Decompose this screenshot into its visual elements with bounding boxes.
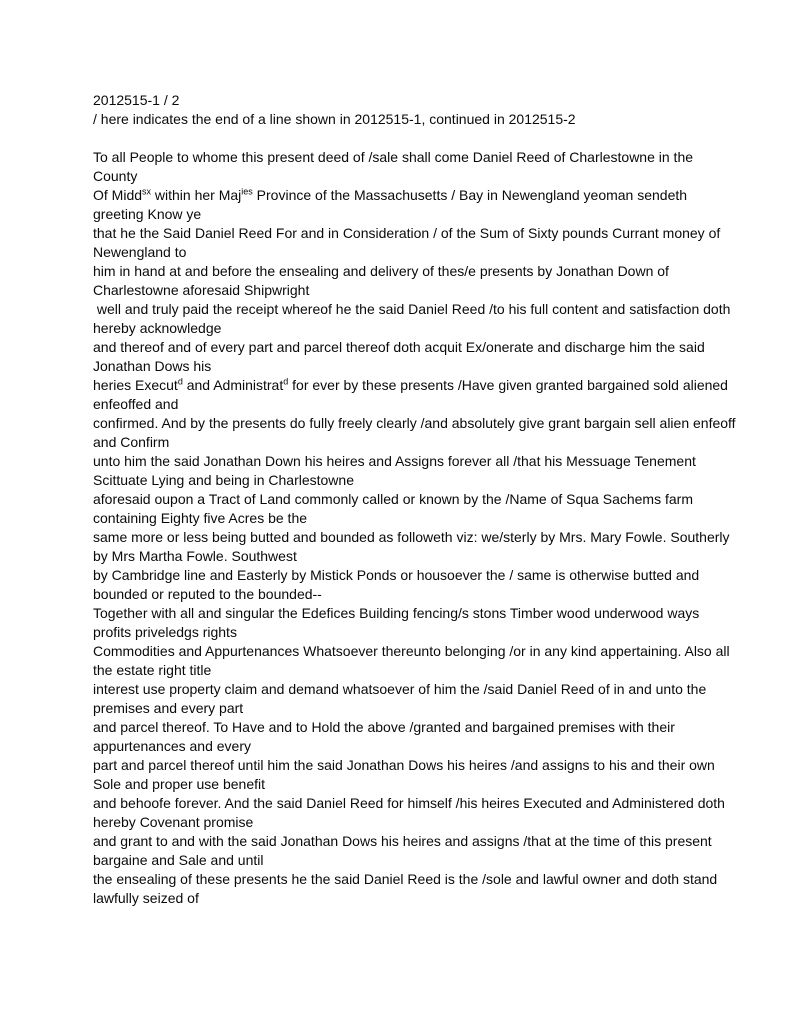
superscript-abbreviation: ies bbox=[241, 186, 253, 197]
document-line: Commodities and Appurtenances Whatsoever thereunto belonging /or in any kind appertaining. Also all the estate right title bbox=[93, 643, 734, 678]
document-line: confirmed. And by the presents do fully freely clearly /and absolutely give grant bargain sell alien enfeoff and Confirm bbox=[93, 415, 740, 450]
document-line: and parcel thereof. To Have and to Hold the above /granted and bargained premises with their appurtenances and every bbox=[93, 719, 679, 754]
document-line: and thereof and of every part and parcel thereof doth acquit Ex/onerate and discharge him the said Jonathan Dows his bbox=[93, 339, 709, 374]
document-body bbox=[93, 91, 741, 908]
document-line: interest use property claim and demand whatsoever of him the /said Daniel Reed of in and unto the premises and every part bbox=[93, 681, 711, 716]
document-line: Together with all and singular the Edefices Building fencing/s stons Timber wood underwood ways profits priveledgs rights bbox=[93, 605, 704, 640]
document-line: 2012515-1 / 2 bbox=[93, 92, 180, 108]
document-line: unto him the said Jonathan Down his heires and Assigns forever all /that his Messuage Tenement Scittuate Lying and being in Charlestowne bbox=[93, 453, 700, 488]
document-line: part and parcel thereof until him the said Jonathan Dows his heires /and assigns to his and their own Sole and proper use benefit bbox=[93, 757, 719, 792]
superscript-abbreviation: d bbox=[283, 376, 289, 387]
document-line: and grant to and with the said Jonathan Dows his heires and assigns /that at the time of this present bargaine and Sale and until bbox=[93, 833, 716, 868]
document-line: heries Execut$^d$ and Administrat$^d$ for ever by these presents /Have given granted bargained sold aliened enfeoffed and bbox=[93, 376, 732, 412]
document-line: and behoofe forever. And the said Daniel Reed for himself /his heires Executed and Administered doth hereby Covenant promise bbox=[93, 795, 729, 830]
document-line: by Cambridge line and Easterly by Mistick Ponds or housoever the / same is otherwise butted and bounded or reputed to the bounded-- bbox=[93, 567, 704, 602]
document-line: / here indicates the end of a line shown in 2012515-1, continued in 2012515-2 bbox=[93, 111, 576, 127]
document-line: that he the Said Daniel Reed For and in Consideration / of the Sum of Sixty pounds Currant money of Newengland to bbox=[93, 225, 725, 260]
superscript-abbreviation: sx bbox=[142, 186, 152, 197]
document-line bbox=[93, 129, 741, 148]
document-line: Of Midd$^{sx}$ within her Maj$^{ies}$ Province of the Massachusetts / Bay in Newengland yeoman sendeth greeting Know ye bbox=[93, 186, 691, 222]
document-line: him in hand at and before the ensealing and delivery of thes/e presents by Jonathan Down of Charlestowne aforesaid Shipwright bbox=[93, 263, 673, 298]
document-line: the ensealing of these presents he the said Daniel Reed is the /sole and lawful owner and doth stand lawfully seized of bbox=[93, 871, 722, 906]
superscript-abbreviation: d bbox=[177, 376, 183, 387]
document-line: aforesaid oupon a Tract of Land commonly called or known by the /Name of Squa Sachems farm containing Eighty five Acres be the bbox=[93, 491, 697, 526]
document-line: same more or less being butted and bounded as followeth viz: we/sterly by Mrs. Mary Fowle. Southerly by Mrs Martha Fowle. Southwest bbox=[93, 529, 734, 564]
document-line: To all People to whome this present deed of /sale shall come Daniel Reed of Charlestowne in the County bbox=[93, 149, 697, 184]
document-line: well and truly paid the receipt whereof he the said Daniel Reed /to his full content and satisfaction doth hereby acknowledge bbox=[93, 301, 735, 336]
